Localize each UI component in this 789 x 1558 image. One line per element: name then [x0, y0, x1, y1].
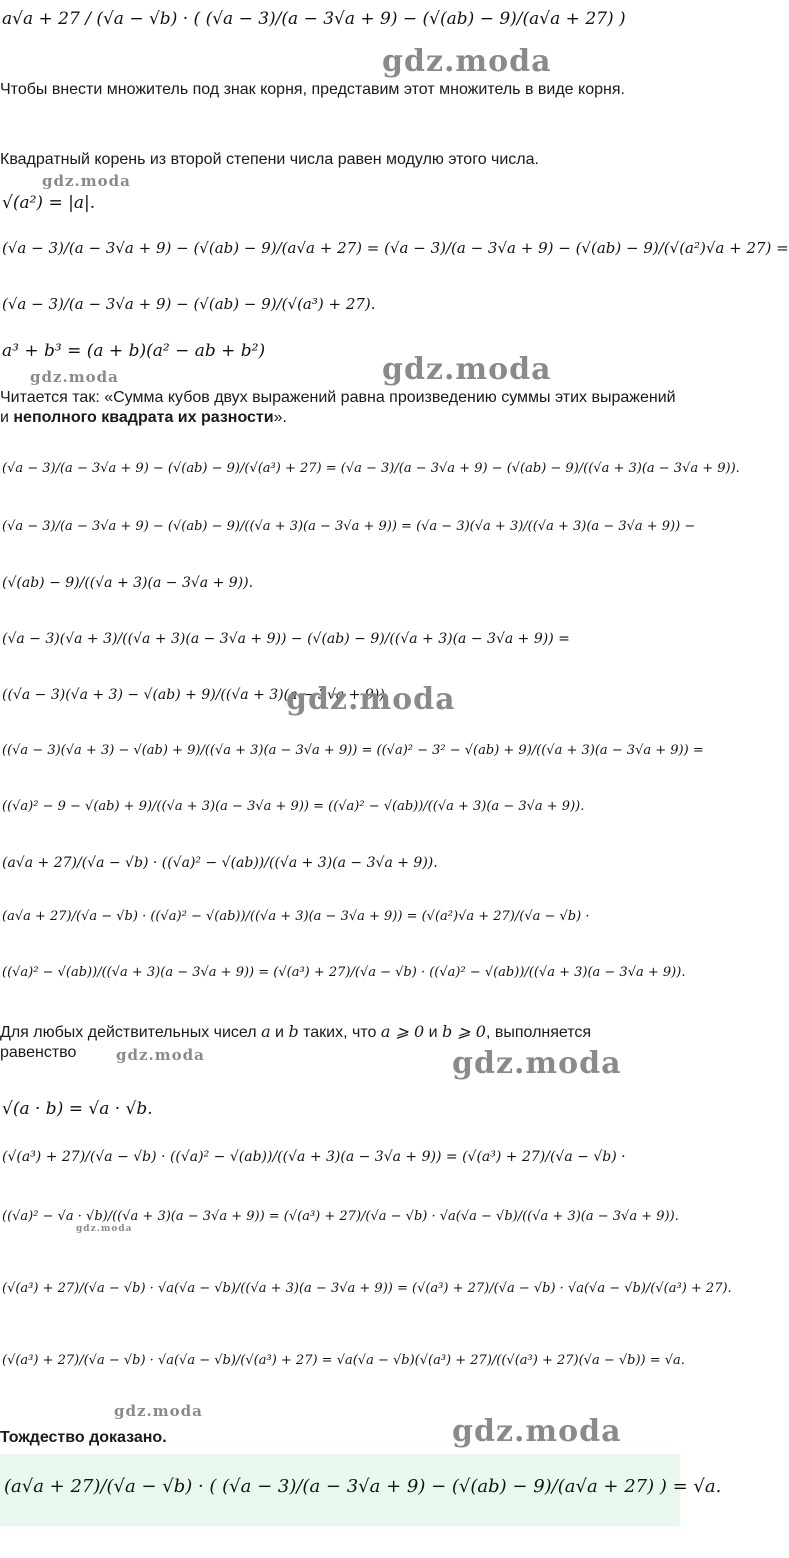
- watermark: gdz.moda: [116, 1046, 205, 1064]
- text-line-3: [0, 388, 676, 428]
- math-line-15: ((√a)² − √(ab))/((√a + 3)(a − 3√a + 9)) = (√(a³) + 27)/(√a − √b) · ((√a)² − √(ab))/((√a + 3)(a − 3√a + 9)).: [2, 965, 686, 980]
- var-b: b: [288, 1022, 299, 1041]
- watermark: gdz.moda: [452, 1414, 622, 1449]
- math-line-2: √(a²) = |a|.: [2, 193, 96, 213]
- text-line-2: Квадратный корень из второй степени числа равен модулю этого числа.: [0, 151, 539, 168]
- watermark: gdz.moda: [452, 1046, 622, 1081]
- final-result: (a√a + 27)/(√a − √b) · ( (√a − 3)/(a − 3√a + 9) − (√(ab) − 9)/(a√a + 27) ) = √a.: [4, 1476, 722, 1497]
- math-line-17: (√(a³) + 27)/(√a − √b) · ((√a)² − √(ab))/((√a + 3)(a − 3√a + 9)) = (√(a³) + 27)/(√a − √b) ·: [2, 1149, 626, 1165]
- watermark: gdz.moda: [42, 172, 131, 190]
- math-line-4: (√a − 3)/(a − 3√a + 9) − (√(ab) − 9)/(√(a³) + 27).: [2, 295, 376, 313]
- watermark: gdz.moda: [30, 368, 119, 386]
- math-line-10: ((√a − 3)(√a + 3) − √(ab) + 9)/((√a + 3)(a − 3√a + 9)).: [2, 687, 390, 703]
- math-line-19: (√(a³) + 27)/(√a − √b) · √a(√a − √b)/((√a + 3)(a − 3√a + 9)) = (√(a³) + 27)/(√a − √b) · √a(√a − √b)/(√(a³) + 27).: [2, 1281, 732, 1296]
- cond-a: a ⩾ 0: [380, 1022, 425, 1041]
- math-line-8: (√(ab) − 9)/((√a + 3)(a − 3√a + 9)).: [2, 575, 254, 591]
- text-4-post: , выполняется равенство: [0, 1024, 592, 1061]
- math-line-7: (√a − 3)/(a − 3√a + 9) − (√(ab) − 9)/((√a + 3)(a − 3√a + 9)) = (√a − 3)(√a + 3)/((√a + 3)(a − 3√a + 9)) −: [2, 519, 696, 534]
- text-line-5: Тождество доказано.: [0, 1429, 167, 1446]
- text-4-mid2: таких, что: [298, 1024, 381, 1041]
- math-line-6: (√a − 3)/(a − 3√a + 9) − (√(ab) − 9)/(√(a³) + 27) = (√a − 3)/(a − 3√a + 9) − (√(ab) − 9)/((√a + 3)(a − 3√a + 9)).: [2, 461, 740, 476]
- text-4-and: и: [424, 1024, 442, 1041]
- var-a: a: [261, 1022, 271, 1041]
- watermark: gdz.moda: [382, 44, 552, 79]
- text-4-mid: и: [270, 1024, 289, 1041]
- watermark: gdz.moda: [76, 1224, 133, 1234]
- math-line-11: ((√a − 3)(√a + 3) − √(ab) + 9)/((√a + 3)(a − 3√a + 9)) = ((√a)² − 3² − √(ab) + 9)/((√a + 3)(a − 3√a + 9)) =: [2, 743, 704, 758]
- math-line-20: (√(a³) + 27)/(√a − √b) · √a(√a − √b)/(√(a³) + 27) = √a(√a − √b)(√(a³) + 27)/((√(a³) + 27)(√a − √b)) = √a.: [2, 1353, 685, 1368]
- watermark: gdz.moda: [114, 1402, 203, 1420]
- math-line-14: (a√a + 27)/(√a − √b) · ((√a)² − √(ab))/((√a + 3)(a − 3√a + 9)) = (√(a²)√a + 27)/(√a − √b) ·: [2, 909, 590, 924]
- watermark: gdz.moda: [382, 352, 552, 387]
- math-line-12: ((√a)² − 9 − √(ab) + 9)/((√a + 3)(a − 3√a + 9)) = ((√a)² − √(ab))/((√a + 3)(a − 3√a + 9)).: [2, 799, 585, 814]
- text-3-post: ».: [273, 409, 287, 426]
- final-result-box: [0, 1454, 722, 1526]
- text-line-1: Чтобы внести множитель под знак корня, представим этот множитель в виде корня.: [0, 81, 625, 98]
- math-line-5: a³ + b³ = (a + b)(a² − ab + b²): [2, 341, 266, 361]
- math-line-1: a√a + 27 / (√a − √b) · ( (√a − 3)/(a − 3√a + 9) − (√(ab) − 9)/(a√a + 27) ): [2, 9, 626, 29]
- math-line-18: ((√a)² − √a · √b)/((√a + 3)(a − 3√a + 9)) = (√(a³) + 27)/(√a − √b) · √a(√a − √b)/((√a + 3)(a − 3√a + 9)).: [2, 1209, 679, 1224]
- math-line-3: (√a − 3)/(a − 3√a + 9) − (√(ab) − 9)/(a√a + 27) = (√a − 3)/(a − 3√a + 9) − (√(ab) − 9)/(√(a²)√a + 27) =: [2, 239, 789, 257]
- watermark: gdz.moda: [286, 682, 456, 717]
- text-4-pre: Для любых действительных чисел: [0, 1024, 262, 1041]
- math-line-16: √(a · b) = √a · √b.: [2, 1099, 153, 1119]
- math-line-9: (√a − 3)(√a + 3)/((√a + 3)(a − 3√a + 9)) − (√(ab) − 9)/((√a + 3)(a − 3√a + 9)) =: [2, 631, 570, 647]
- text-3-pre: Читается так: «Сумма кубов двух выражений равна произведению суммы этих выражений и: [0, 389, 676, 426]
- cond-b: b ⩾ 0: [441, 1022, 486, 1041]
- math-line-13: (a√a + 27)/(√a − √b) · ((√a)² − √(ab))/((√a + 3)(a − 3√a + 9)).: [2, 855, 438, 871]
- text-3-bold: неполного квадрата их разности: [13, 409, 274, 426]
